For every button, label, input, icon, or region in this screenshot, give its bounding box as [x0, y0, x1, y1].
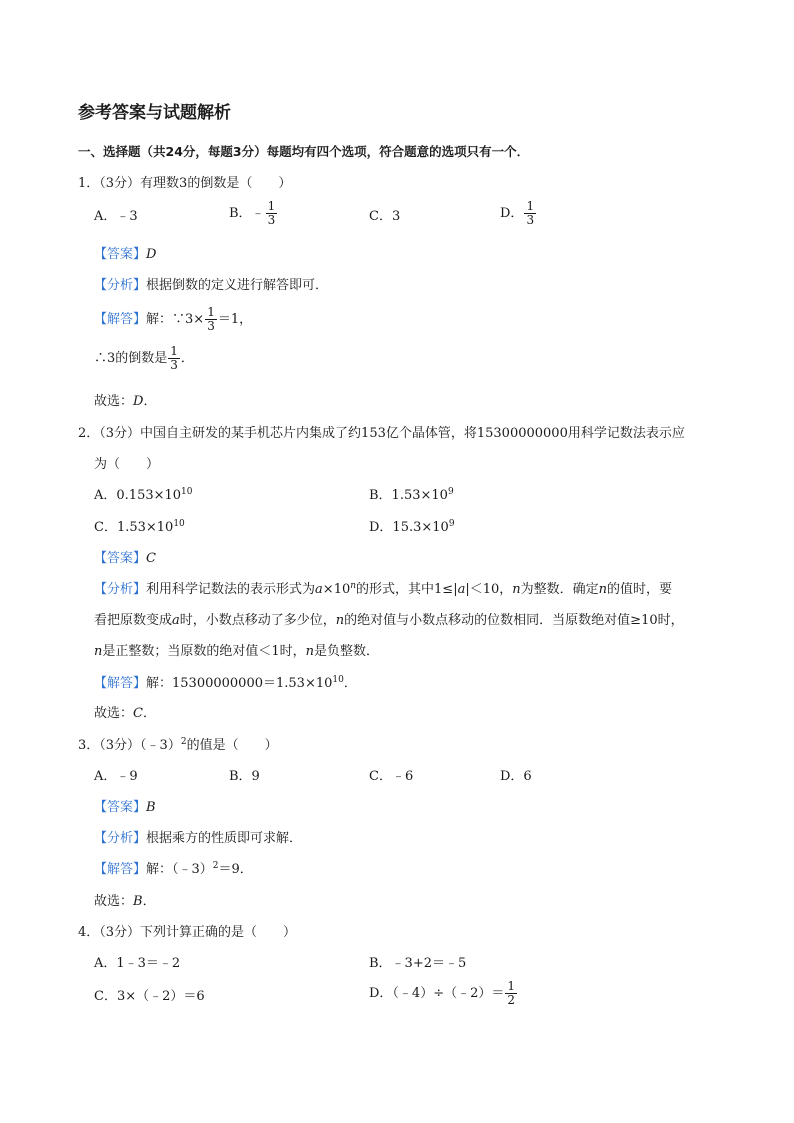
- denominator: 2: [507, 993, 515, 1007]
- conclusion-fraction: [168, 345, 180, 372]
- stem-end: 的值是（ ）: [186, 738, 278, 753]
- numerator: 1: [207, 305, 215, 319]
- q3-option-c: C．﹣6: [369, 769, 414, 784]
- q3-option-b: B．9: [229, 769, 260, 784]
- q1-choice: [94, 393, 156, 411]
- q4-option-a: A．1﹣3＝﹣2: [94, 956, 181, 971]
- q2-analysis-line3: [94, 643, 379, 661]
- q1-option-d-fraction: [524, 200, 536, 227]
- question-1-stem: 1．（3分）有理数3的倒数是（ ）: [78, 176, 292, 191]
- answer-value: B: [146, 800, 156, 815]
- exponent: 10: [181, 487, 193, 497]
- numerator: 1: [267, 199, 276, 213]
- conclusion-text: ∴3的倒数是: [94, 351, 168, 366]
- answer-tag: 【答案】: [94, 551, 147, 566]
- q3-option-d: D．6: [500, 769, 532, 784]
- q1-option-a: A．﹣3: [94, 209, 138, 224]
- option-text: D．（﹣4）÷（﹣2）＝: [369, 986, 505, 1001]
- analysis-text: 根据倒数的定义进行解答即可．: [146, 278, 329, 293]
- denominator: 3: [526, 213, 535, 227]
- q4-option-b: B．﹣3+2＝﹣5: [369, 956, 467, 971]
- q1-option-d-prefix: D．: [500, 206, 524, 221]
- var-n: n: [335, 613, 345, 628]
- q4-option-d: [369, 980, 518, 1007]
- choice-end: ．: [142, 706, 156, 721]
- q2-analysis-line1: [94, 581, 672, 599]
- var-n: n: [512, 582, 521, 597]
- q4-option-c: C．3×（﹣2）＝6: [94, 989, 205, 1004]
- var-a: a: [457, 582, 466, 597]
- analysis-text: 看把原数变成: [94, 613, 173, 628]
- solution-text-end: ＝1，: [217, 312, 253, 327]
- analysis-tag: 【分析】: [94, 831, 147, 846]
- question-4-stem: 4．（3分）下列计算正确的是（ ）: [78, 925, 297, 940]
- q3-option-a: A．﹣9: [94, 769, 138, 784]
- analysis-text: 时，小数点移动了多少位，: [179, 613, 336, 628]
- choice-value: D: [133, 394, 144, 409]
- analysis-text: |＜10，: [465, 582, 513, 597]
- stem-text: 3．（3分）（﹣3）: [78, 738, 181, 753]
- q1-option-b: [229, 200, 278, 227]
- q2-analysis-line2: [94, 612, 684, 630]
- analysis-text: 的绝对值与小数点移动的位数相同．当原数绝对值≥10时，: [344, 613, 684, 628]
- solution-text: 解：（﹣3）: [146, 862, 213, 877]
- exponent: 9: [448, 519, 455, 529]
- q1-option-b-fraction: [266, 200, 278, 227]
- var-a: a: [315, 582, 323, 597]
- q2-answer: [94, 550, 156, 568]
- q2-option-b: [369, 487, 454, 505]
- q1-option-d: [500, 200, 537, 227]
- analysis-text: 为整数．确定: [520, 582, 599, 597]
- analysis-tag: 【分析】: [94, 278, 147, 293]
- solution-end: ．: [343, 676, 357, 691]
- q3-choice: [94, 893, 156, 911]
- q3-answer: [94, 799, 156, 817]
- choice-end: ．: [143, 394, 157, 409]
- choice-label: 故选：: [94, 394, 134, 409]
- q2-option-c: [94, 519, 185, 537]
- denominator: 3: [267, 213, 276, 227]
- question-2-stem-line1: 2．（3分）中国自主研发的某手机芯片内集成了约153亿个晶体管，将15300000000用科学记数法表示应: [78, 426, 685, 441]
- var-a: a: [172, 613, 180, 628]
- choice-end: ．: [142, 894, 156, 909]
- solution-tag: 【解答】: [94, 862, 147, 877]
- exponent: 10: [332, 675, 344, 685]
- q1-answer: [94, 246, 156, 264]
- analysis-text: 利用科学记数法的表示形式为: [146, 582, 316, 597]
- numerator: 1: [526, 199, 535, 213]
- var-n: n: [598, 582, 608, 597]
- q1-option-c: C．3: [369, 209, 401, 224]
- choice-value: B: [133, 894, 143, 909]
- analysis-text: 的形式，其中1≤|: [356, 582, 458, 597]
- denominator: 3: [207, 319, 215, 333]
- q3-analysis: [94, 830, 302, 848]
- solution-tag: 【解答】: [94, 312, 147, 327]
- denominator: 3: [170, 358, 178, 372]
- solution-end: ＝9．: [218, 862, 253, 877]
- conclusion-end: ．: [180, 351, 194, 366]
- option-text: C．1.53×10: [94, 520, 174, 535]
- numerator: 1: [507, 979, 515, 993]
- q2-option-a: [94, 487, 193, 505]
- option-text: B．1.53×10: [369, 488, 448, 503]
- answer-value: C: [146, 551, 156, 566]
- var-n: n: [94, 644, 103, 659]
- solution-tag: 【解答】: [94, 676, 147, 691]
- choice-value: C: [133, 706, 143, 721]
- var-n-exponent: n: [350, 581, 357, 591]
- choice-label: 故选：: [94, 706, 134, 721]
- option-text: A．0.153×10: [94, 488, 182, 503]
- q1-conclusion: [94, 345, 194, 372]
- analysis-text: 的值时，要: [607, 582, 673, 597]
- exponent: 9: [447, 487, 454, 497]
- q2-choice: [94, 705, 156, 723]
- q4-option-d-fraction: [505, 980, 517, 1007]
- question-3-stem: [78, 737, 278, 755]
- analysis-text: 是负整数．: [314, 644, 380, 659]
- page-title: 参考答案与试题解析: [78, 103, 231, 123]
- analysis-tag: 【分析】: [94, 582, 147, 597]
- q1-analysis: [94, 277, 328, 295]
- numerator: 1: [170, 344, 178, 358]
- q1-solution: [94, 306, 252, 333]
- analysis-text: 是正整数；当原数的绝对值＜1时，: [102, 644, 306, 659]
- q3-solution: [94, 861, 253, 879]
- exponent: 2: [212, 861, 219, 871]
- analysis-text: ×10: [322, 582, 351, 597]
- q2-solution: [94, 675, 357, 693]
- q1-option-b-prefix: B．﹣: [229, 206, 265, 221]
- solution-text: 解：15300000000＝1.53×10: [146, 676, 333, 691]
- q2-option-d: [369, 519, 455, 537]
- exponent: 2: [180, 737, 187, 747]
- solution-text: 解：∵3×: [146, 312, 205, 327]
- option-text: D．15.3×10: [369, 520, 449, 535]
- var-n: n: [305, 644, 315, 659]
- choice-label: 故选：: [94, 894, 134, 909]
- answer-value: D: [146, 247, 157, 262]
- section-heading: 一、选择题（共24分，每题3分）每题均有四个选项，符合题意的选项只有一个．: [78, 144, 530, 159]
- exponent: 10: [173, 519, 185, 529]
- answer-tag: 【答案】: [94, 247, 147, 262]
- analysis-text: 根据乘方的性质即可求解．: [146, 831, 303, 846]
- answer-tag: 【答案】: [94, 800, 147, 815]
- solution-fraction: [205, 306, 217, 333]
- question-2-stem-line2: 为（ ）: [94, 457, 160, 472]
